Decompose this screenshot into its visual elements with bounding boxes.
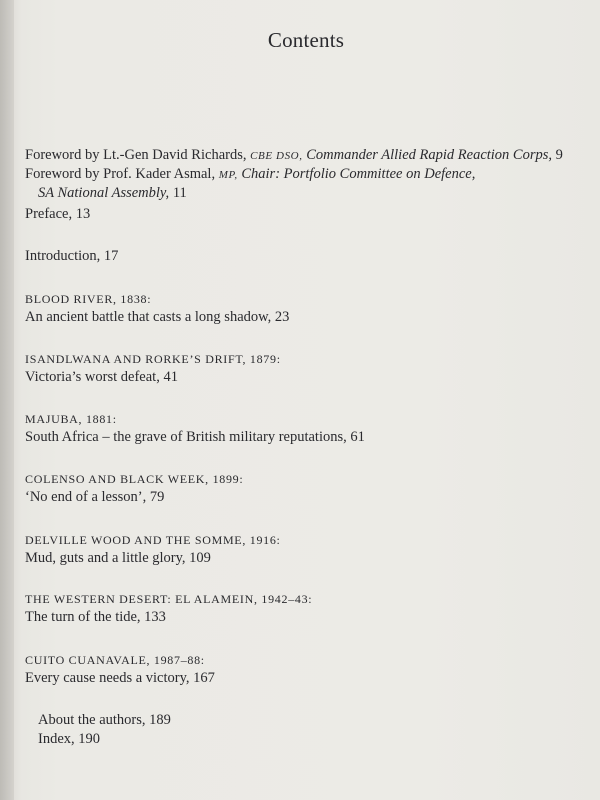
- foreword-2-prefix: Foreword by Prof. Kader Asmal,: [25, 166, 216, 182]
- page-gutter: [0, 0, 14, 800]
- chapter-2-title: Victoria’s worst defeat, 41: [25, 369, 178, 385]
- chapter-7-title: Every cause needs a victory, 167: [25, 670, 215, 686]
- chapter-1-title: An ancient battle that casts a long shadow, 23: [25, 309, 290, 325]
- chapter-4-heading: COLENSO AND BLACK WEEK, 1899:: [25, 472, 244, 486]
- chapter-4-title: ‘No end of a lesson’, 79: [25, 489, 165, 505]
- about-authors-entry: About the authors, 189: [38, 712, 171, 728]
- foreword-1-prefix: Foreword by Lt.-Gen David Richards,: [25, 147, 247, 163]
- foreword-2-continued: [38, 184, 187, 202]
- chapter-1-heading: BLOOD RIVER, 1838:: [25, 292, 152, 306]
- foreword-2-page: 11: [172, 185, 187, 201]
- page-title: Contents: [267, 28, 345, 52]
- foreword-2: [25, 165, 475, 184]
- chapter-3-heading: MAJUBA, 1881:: [25, 412, 117, 426]
- foreword-1: [25, 146, 563, 165]
- foreword-1-role: Commander Allied Rapid Reaction Corps,: [306, 147, 553, 163]
- foreword-2-honours: MP,: [218, 169, 238, 181]
- foreword-2-role-line1: Chair: Portfolio Committee on Defence,: [241, 166, 476, 182]
- chapter-6-heading: THE WESTERN DESERT: EL ALAMEIN, 1942–43:: [25, 592, 313, 606]
- chapter-5-heading: DELVILLE WOOD AND THE SOMME, 1916:: [25, 533, 281, 547]
- foreword-1-page: 9: [555, 147, 563, 163]
- chapter-3-title: South Africa – the grave of British military reputations, 61: [25, 429, 365, 445]
- preface-entry: Preface, 13: [25, 206, 91, 222]
- chapter-5-title: Mud, guts and a little glory, 109: [25, 550, 211, 566]
- foreword-2-role-line2: SA National Assembly,: [38, 185, 170, 201]
- chapter-2-heading: ISANDLWANA AND RORKE’S DRIFT, 1879:: [25, 352, 281, 366]
- index-entry: Index, 190: [38, 731, 101, 747]
- foreword-1-honours: CBE DSO,: [250, 150, 303, 162]
- chapter-6-title: The turn of the tide, 133: [25, 609, 166, 625]
- chapter-7-heading: CUITO CUANAVALE, 1987–88:: [25, 653, 205, 667]
- introduction-entry: Introduction, 17: [25, 248, 119, 264]
